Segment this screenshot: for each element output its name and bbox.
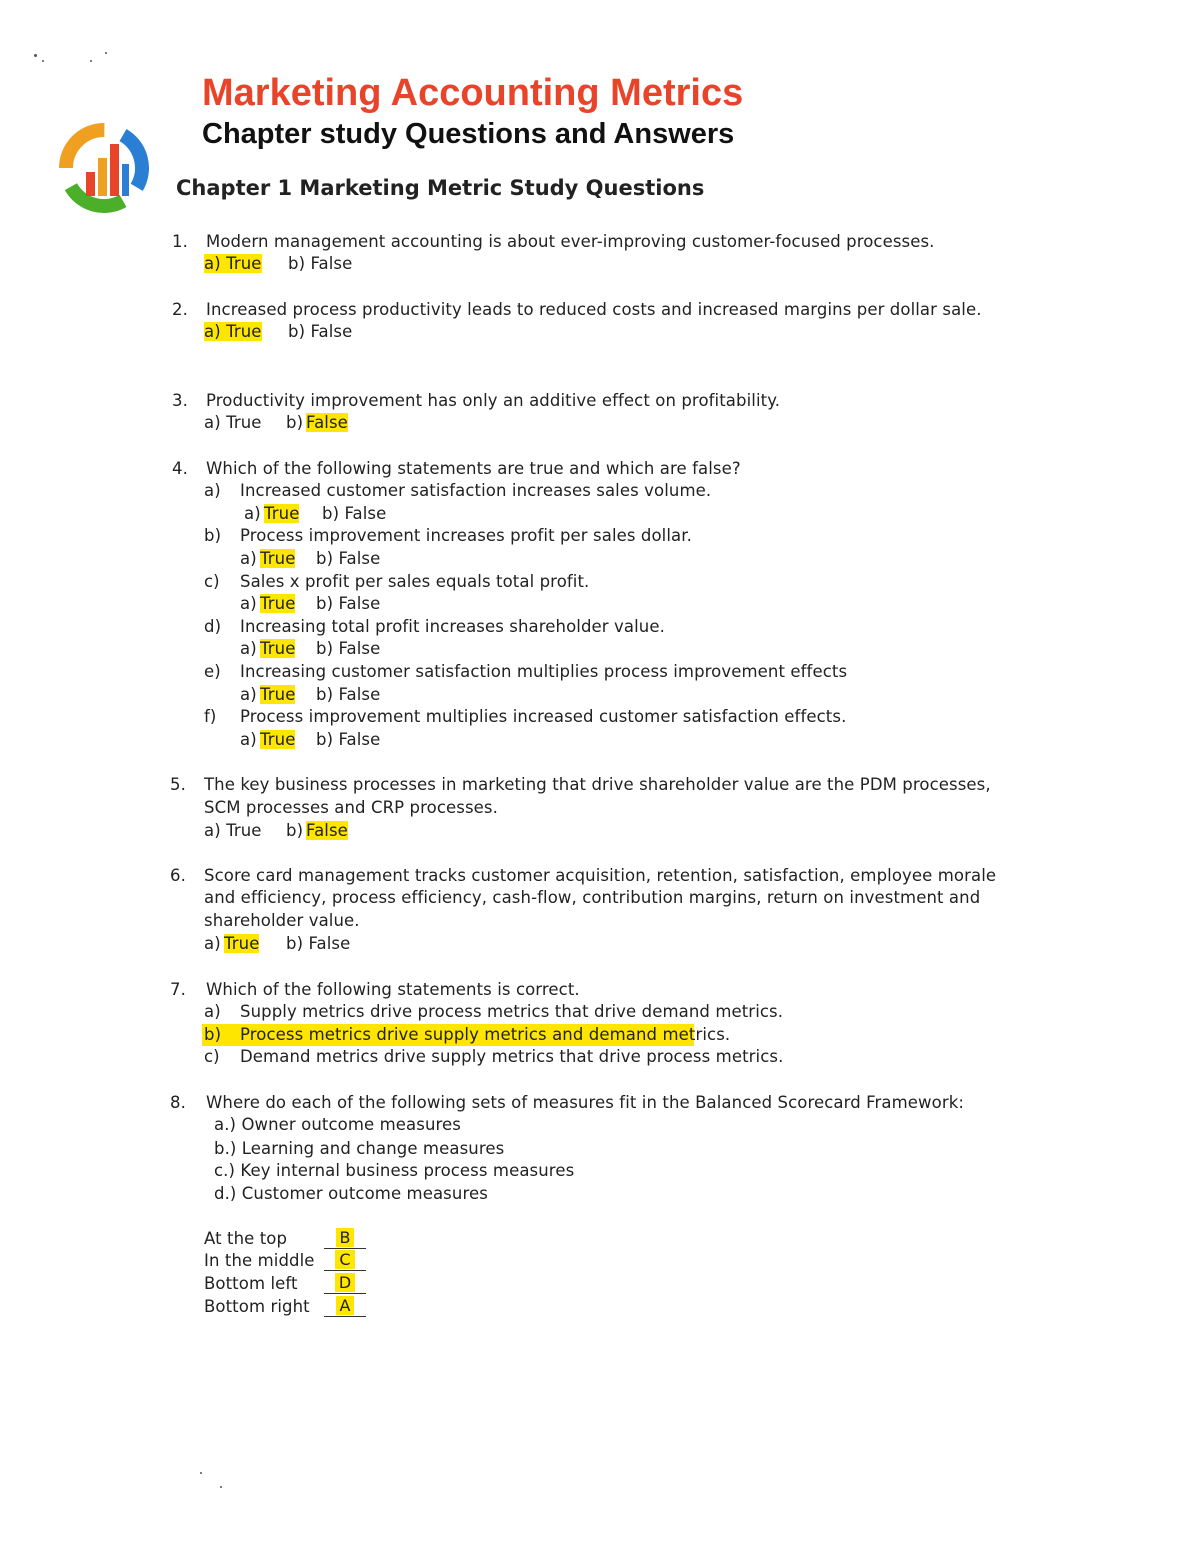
answer-true-highlighted: a) True: [204, 254, 262, 273]
answer-false: b) False: [316, 685, 381, 704]
answer-false: b) False: [322, 504, 387, 523]
answer-true-prefix: a): [204, 934, 221, 953]
answer-false: b) False: [286, 934, 351, 953]
answer-true-highlighted: True: [260, 549, 296, 568]
scan-speck: [105, 52, 107, 54]
answer-true-prefix: a): [240, 685, 257, 704]
answer-false: b) False: [316, 639, 381, 658]
sub-item-letter: e): [204, 662, 221, 681]
question-number: 2.: [172, 300, 188, 319]
answer-false: b) False: [316, 549, 381, 568]
scan-speck: [90, 60, 92, 62]
sub-item-letter: b): [204, 526, 222, 545]
position-label: Bottom right: [204, 1297, 310, 1316]
answer-blank: [324, 1273, 366, 1294]
sub-item-letter: a): [204, 481, 221, 500]
sub-item-text: Process improvement multiplies increased customer satisfaction effects.: [240, 707, 847, 726]
measure-option: c.) Key internal business process measures: [214, 1161, 575, 1180]
question-text: Increased process productivity leads to reduced costs and increased margins per dollar sale.: [206, 300, 982, 319]
sub-item-text: Increasing total profit increases shareholder value.: [240, 617, 665, 636]
answer-true-prefix: a): [244, 504, 261, 523]
answer-true-highlighted: True: [260, 594, 296, 613]
question-number: 6.: [170, 866, 186, 885]
question-text: Modern management accounting is about ever-improving customer-focused processes.: [206, 232, 935, 251]
option-text: Demand metrics drive supply metrics that drive process metrics.: [240, 1047, 784, 1066]
question-number: 5.: [170, 775, 186, 794]
answer-true-prefix: a): [240, 730, 257, 749]
answer-true-highlighted: True: [260, 730, 296, 749]
answer-true-prefix: a): [240, 639, 257, 658]
answer-false-prefix: b): [286, 413, 304, 432]
scan-speck: [200, 1472, 202, 1474]
answer-false-highlighted: False: [306, 821, 348, 840]
answer-false: b) False: [316, 730, 381, 749]
question-number: 8.: [170, 1093, 186, 1112]
answer-true: a) True: [204, 413, 262, 432]
option-letter: a): [204, 1002, 221, 1021]
answer-letter-highlighted: B: [336, 1228, 355, 1247]
question-number: 1.: [172, 232, 188, 251]
answer-false: b) False: [288, 254, 353, 273]
question-number: 3.: [172, 391, 188, 410]
sub-item-letter: c): [204, 572, 220, 591]
sub-item-text: Increased customer satisfaction increases sales volume.: [240, 481, 712, 500]
answer-blank: [324, 1296, 366, 1317]
measure-option: a.) Owner outcome measures: [214, 1115, 461, 1134]
question-text: The key business processes in marketing that drive shareholder value are the PDM processes,: [204, 775, 991, 794]
answer-blank: [324, 1250, 366, 1271]
answer-letter-highlighted: A: [336, 1296, 355, 1315]
answer-letter-highlighted: C: [335, 1250, 354, 1269]
scan-speck: [42, 60, 44, 62]
scan-speck: [34, 54, 37, 57]
answer-letter-highlighted: D: [335, 1273, 355, 1292]
option-letter: b): [204, 1025, 222, 1044]
sub-item-letter: d): [204, 617, 222, 636]
question-text: and efficiency, process efficiency, cash-flow, contribution margins, return on investment and: [204, 888, 981, 907]
sub-item-letter: f): [204, 707, 217, 726]
question-number: 4.: [172, 459, 188, 478]
answer-true-highlighted: True: [264, 504, 300, 523]
question-text: Which of the following statements is correct.: [206, 980, 580, 999]
question-text: Which of the following statements are true and which are false?: [206, 459, 741, 478]
document-title: Marketing Accounting Metrics: [202, 72, 744, 114]
measure-option: d.) Customer outcome measures: [214, 1184, 488, 1203]
circular-bar-chart-logo-icon: [58, 120, 150, 216]
question-text: Score card management tracks customer acquisition, retention, satisfaction, employee morale: [204, 866, 997, 885]
answer-true-highlighted: True: [260, 685, 296, 704]
answer-true: a) True: [204, 821, 262, 840]
answer-true-highlighted: a) True: [204, 322, 262, 341]
document-subtitle: Chapter study Questions and Answers: [202, 118, 735, 150]
scan-speck: [220, 1486, 222, 1488]
sub-item-text: Process improvement increases profit per sales dollar.: [240, 526, 692, 545]
question-text: Where do each of the following sets of measures fit in the Balanced Scorecard Framework:: [206, 1093, 965, 1112]
question-text: SCM processes and CRP processes.: [204, 798, 498, 817]
option-letter: c): [204, 1047, 220, 1066]
answer-blank: [324, 1228, 366, 1249]
answer-false-prefix: b): [286, 821, 304, 840]
position-label: Bottom left: [204, 1274, 298, 1293]
measure-option: b.) Learning and change measures: [214, 1139, 505, 1158]
answer-true-highlighted: True: [260, 639, 296, 658]
option-text: Supply metrics drive process metrics that drive demand metrics.: [240, 1002, 784, 1021]
answer-true-prefix: a): [240, 549, 257, 568]
chapter-heading: Chapter 1 Marketing Metric Study Questions: [176, 176, 705, 200]
answer-false: b) False: [316, 594, 381, 613]
question-number: 7.: [170, 980, 186, 999]
answer-true-prefix: a): [240, 594, 257, 613]
sub-item-text: Increasing customer satisfaction multiplies process improvement effects: [240, 662, 848, 681]
answer-false: b) False: [288, 322, 353, 341]
position-label: At the top: [204, 1229, 288, 1248]
answer-true-highlighted: True: [224, 934, 260, 953]
sub-item-text: Sales x profit per sales equals total profit.: [240, 572, 590, 591]
option-text-correct: Process metrics drive supply metrics and demand metrics.: [240, 1025, 731, 1044]
answer-false-highlighted: False: [306, 413, 348, 432]
question-text: Productivity improvement has only an additive effect on profitability.: [206, 391, 781, 410]
position-label: In the middle: [204, 1251, 315, 1270]
question-text: shareholder value.: [204, 911, 360, 930]
